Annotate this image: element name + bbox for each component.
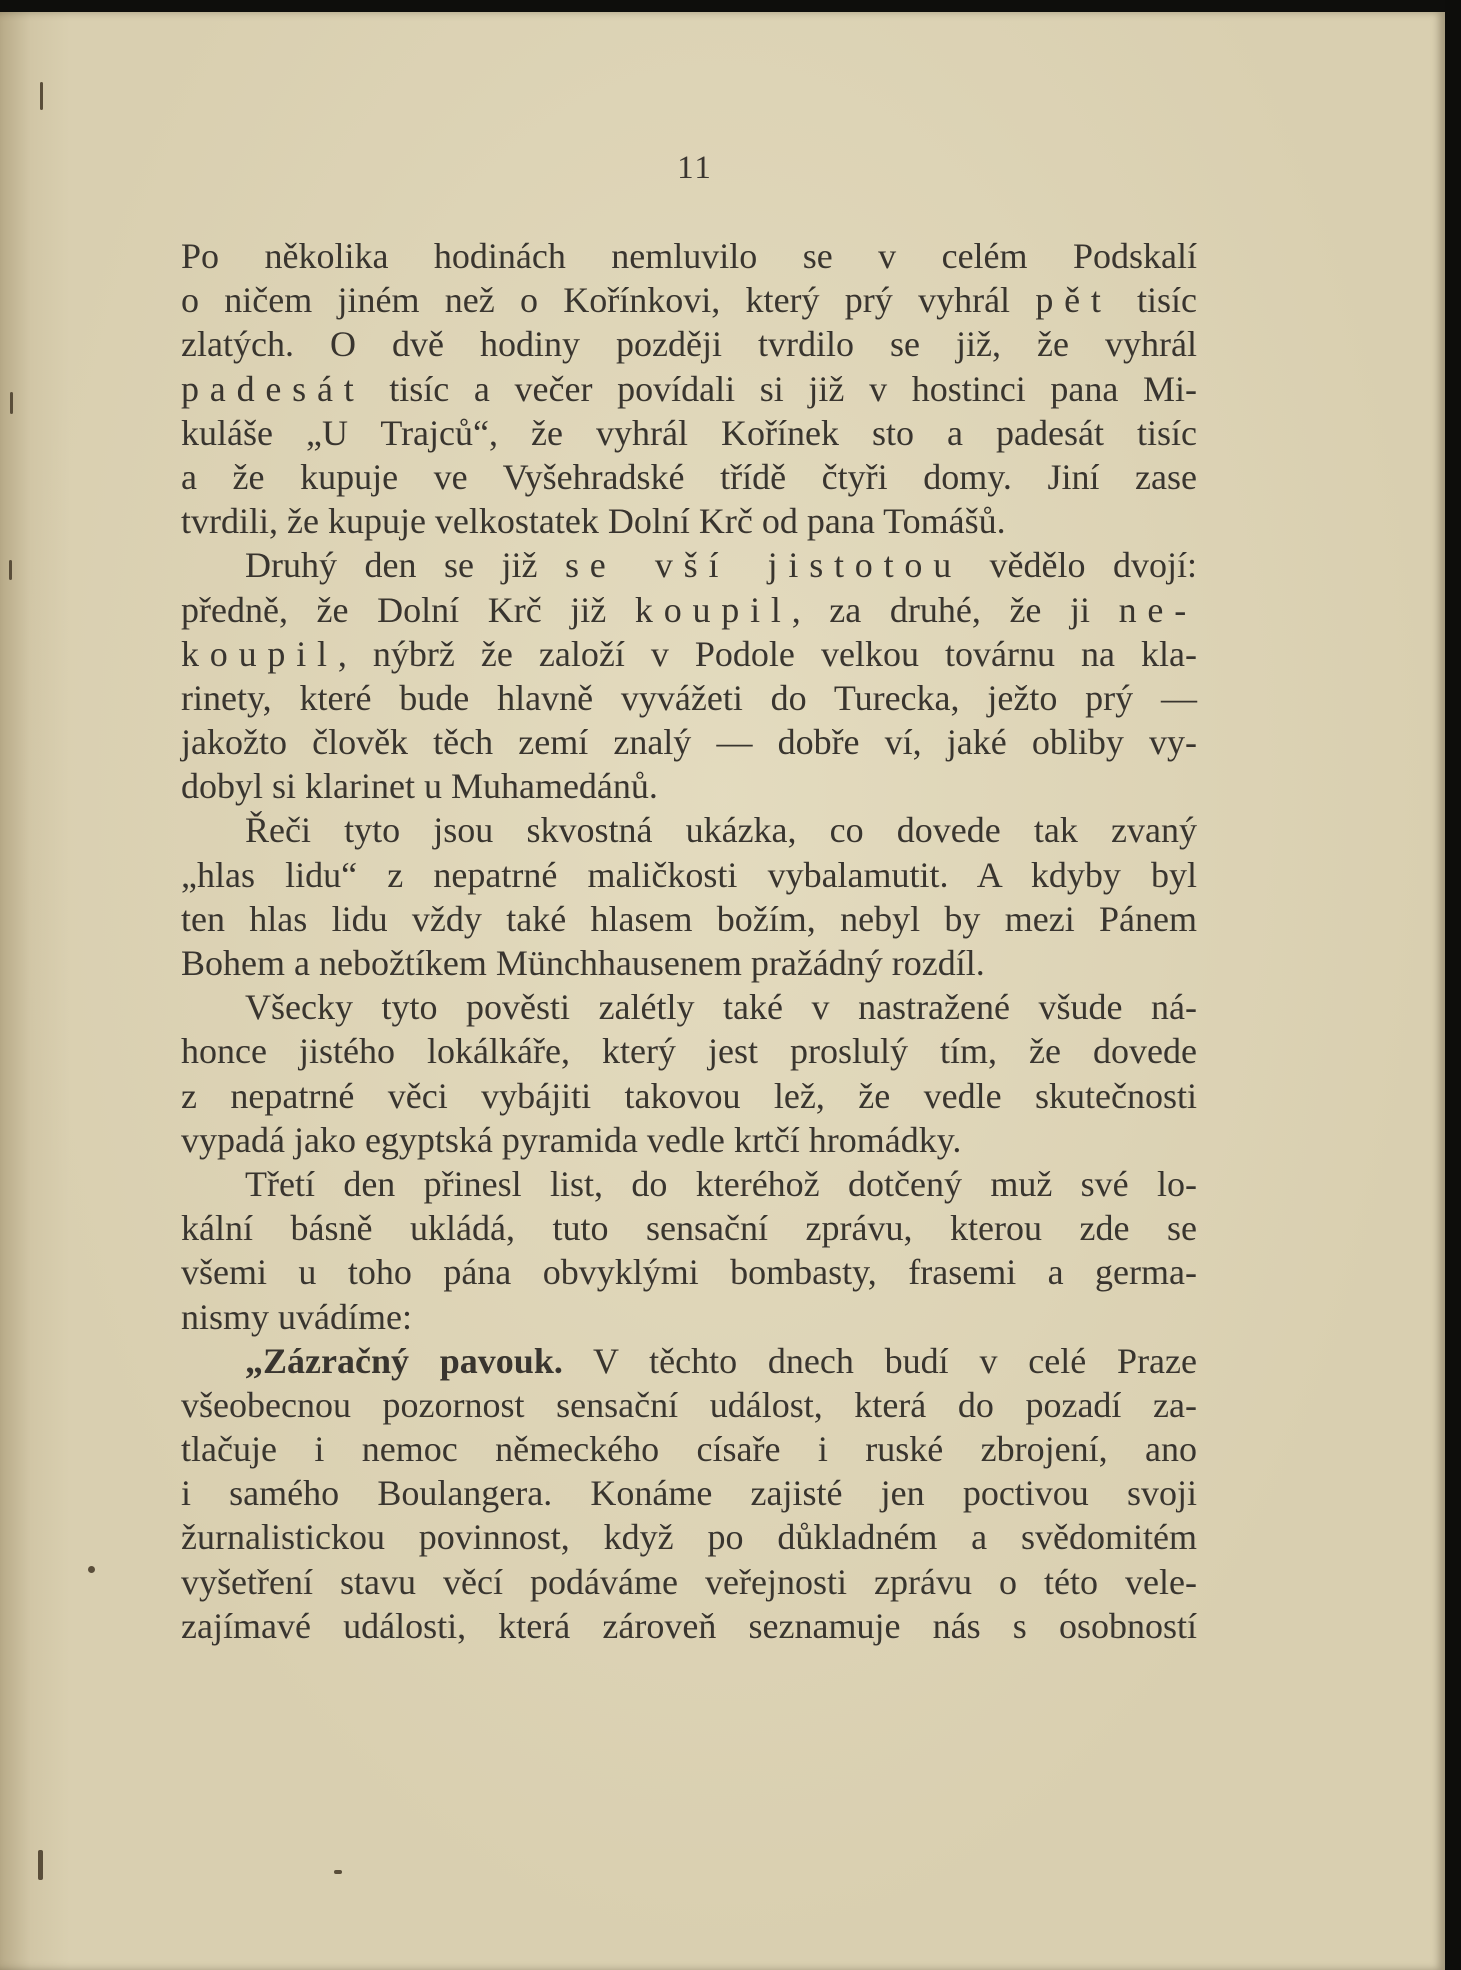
text-line: „Zázračný pavouk. V těchto dnech budí v celé Praze bbox=[245, 1340, 1197, 1381]
text-line: Po několika hodinách nemluvilo se v celém Podskalí bbox=[181, 236, 1197, 276]
text-line: kální básně ukládá, tuto sensační zprávu, kterou zde se bbox=[181, 1208, 1197, 1249]
book-page bbox=[0, 12, 1445, 1970]
text-line: Druhý den se již se vší jistotou vědělo dvojí: bbox=[245, 545, 1197, 586]
text-line: dobyl si klarinet u Muhamedánů. bbox=[181, 766, 658, 807]
text-line: honce jistého lokálkáře, který jest proslulý tím, že dovede bbox=[181, 1031, 1197, 1072]
text-line: „hlas lidu“ z nepatrné maličkosti vybalamutit. A kdyby byl bbox=[181, 854, 1197, 895]
text-line: a že kupuje ve Vyšehradské třídě čtyři domy. Jiní zase bbox=[181, 456, 1197, 497]
text-line: o ničem jiném než o Kořínkovi, který prý vyhrál pět tisíc bbox=[181, 280, 1197, 321]
text-line: vypadá jako egyptská pyramida vedle krtčí hromádky. bbox=[181, 1119, 962, 1160]
page-number: 11 bbox=[677, 150, 713, 186]
text-line: Všecky tyto pověsti zalétly také v nastražené všude ná- bbox=[245, 987, 1197, 1028]
article-heading: „Zázračný pavouk. bbox=[245, 1340, 563, 1381]
text-line: všemi u toho pána obvyklými bombasty, frasemi a germa- bbox=[181, 1252, 1197, 1293]
text-line: tvrdili, že kupuje velkostatek Dolní Krč od pana Tomášů. bbox=[181, 501, 1006, 542]
text-line: nismy uvádíme: bbox=[181, 1296, 412, 1337]
text-line: padesát tisíc a večer povídali si již v hostinci pana Mi- bbox=[181, 368, 1197, 409]
text-line: vyšetření stavu věcí podáváme veřejnosti zprávu o této vele- bbox=[181, 1561, 1197, 1602]
text-line: z nepatrné věci vybájiti takovou lež, že vedle skutečnosti bbox=[181, 1075, 1197, 1116]
scan-right-edge bbox=[1445, 0, 1461, 1970]
text-line: kuláše „U Trajců“, že vyhrál Kořínek sto a padesát tisíc bbox=[181, 412, 1197, 453]
text-line: jakožto člověk těch zemí znalý — dobře ví, jaké obliby vy- bbox=[181, 722, 1197, 763]
text-line: tlačuje i nemoc německého císaře i ruské zbrojení, ano bbox=[181, 1429, 1197, 1470]
text-line: Bohem a nebožtíkem Münchhausenem pražádný rozdíl. bbox=[181, 943, 985, 983]
text-line: rinety, které bude hlavně vyvážeti do Turecka, ježto prý — bbox=[181, 677, 1197, 718]
text-line: zajímavé události, která zároveň seznamuje nás s osobností bbox=[181, 1605, 1197, 1646]
text-line: zlatých. O dvě hodiny později tvrdilo se již, že vyhrál bbox=[181, 324, 1197, 365]
text-line: koupil, nýbrž že založí v Podole velkou továrnu na kla- bbox=[181, 633, 1197, 674]
text-line: Třetí den přinesl list, do kteréhož dotčený muž své lo- bbox=[245, 1163, 1197, 1204]
text-line: i samého Boulangera. Konáme zajisté jen poctivou svoji bbox=[181, 1473, 1197, 1514]
text-line: Řeči tyto jsou skvostná ukázka, co dovede tak zvaný bbox=[245, 810, 1197, 851]
text-line: ten hlas lidu vždy také hlasem božím, nebyl by mezi Pánem bbox=[181, 898, 1197, 939]
text-line: předně, že Dolní Krč již koupil, za druhé, že ji ne- bbox=[181, 589, 1197, 630]
text-line: žurnalistickou povinnost, když po důkladném a svědomitém bbox=[181, 1517, 1197, 1558]
text-line: všeobecnou pozornost sensační událost, která do pozadí za- bbox=[181, 1384, 1197, 1425]
scan-top-edge bbox=[0, 0, 1461, 12]
body-text bbox=[181, 234, 1197, 1648]
